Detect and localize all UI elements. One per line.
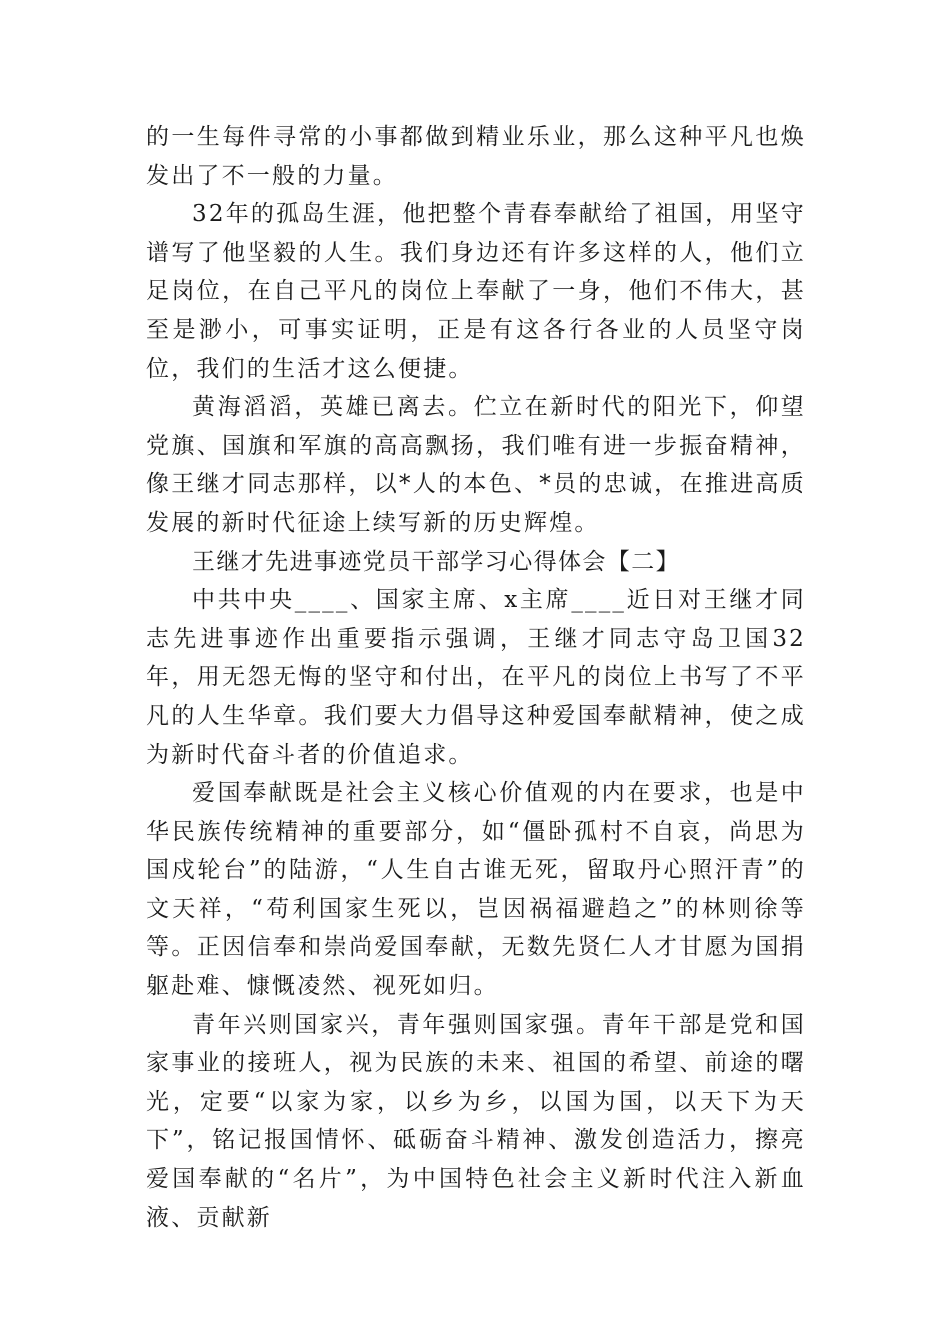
section-subtitle: 王继才先进事迹党员干部学习心得体会【二】 [192,548,680,575]
paragraph: 黄海滔滔，英雄已离去。伫立在新时代的阳光下，仰望党旗、国旗和军旗的高高飘扬，我们唯有进一步振奋精神，像王继才同志那样，以*人的本色、*员的忠诚，在推进高质发展的新时代征途上续写新的历史辉煌。 [146,394,806,536]
paragraph: 32年的孤岛生涯，他把整个青春奉献给了祖国，用坚守谱写了他坚毅的人生。我们身边还有许多这样的人，他们立足岗位，在自己平凡的岗位上奉献了一身，他们不伟大，甚至是渺小，可事实证明，正是有这各行各业的人员坚守岗位，我们的生活才这么便捷。 [146,201,806,382]
document-page [146,118,806,1237]
paragraph: 的一生每件寻常的小事都做到精业乐业，那么这种平凡也焕发出了不一般的力量。 [146,124,806,189]
paragraph: 中共中央____、国家主席、x主席____近日对王继才同志先进事迹作出重要指示强调，王继才同志守岛卫国32年，用无怨无悔的坚守和付出，在平凡的岗位上书写了不平凡的人生华章。我们要大力倡导这种爱国奉献精神，使之成为新时代奋斗者的价值追求。 [146,587,806,768]
paragraph: 爱国奉献既是社会主义核心价值观的内在要求，也是中华民族传统精神的重要部分，如“僵卧孤村不自哀，尚思为国戍轮台”的陆游，“人生自古谁无死，留取丹心照汗青”的文天祥，“苟利国家生死以，岂因祸福避趋之”的林则徐等等。正因信奉和崇尚爱国奉献，无数先贤仁人才甘愿为国捐躯赴难、慷慨凌然、视死如归。 [146,780,806,1000]
paragraph: 青年兴则国家兴，青年强则国家强。青年干部是党和国家事业的接班人，视为民族的未来、祖国的希望、前途的曙光，定要“以家为家，以乡为乡，以国为国，以天下为天下”，铭记报国情怀、砥砺奋斗精神、激发创造活力，擦亮爱国奉献的“名片”，为中国特色社会主义新时代注入新血液、贡献新 [146,1011,806,1231]
